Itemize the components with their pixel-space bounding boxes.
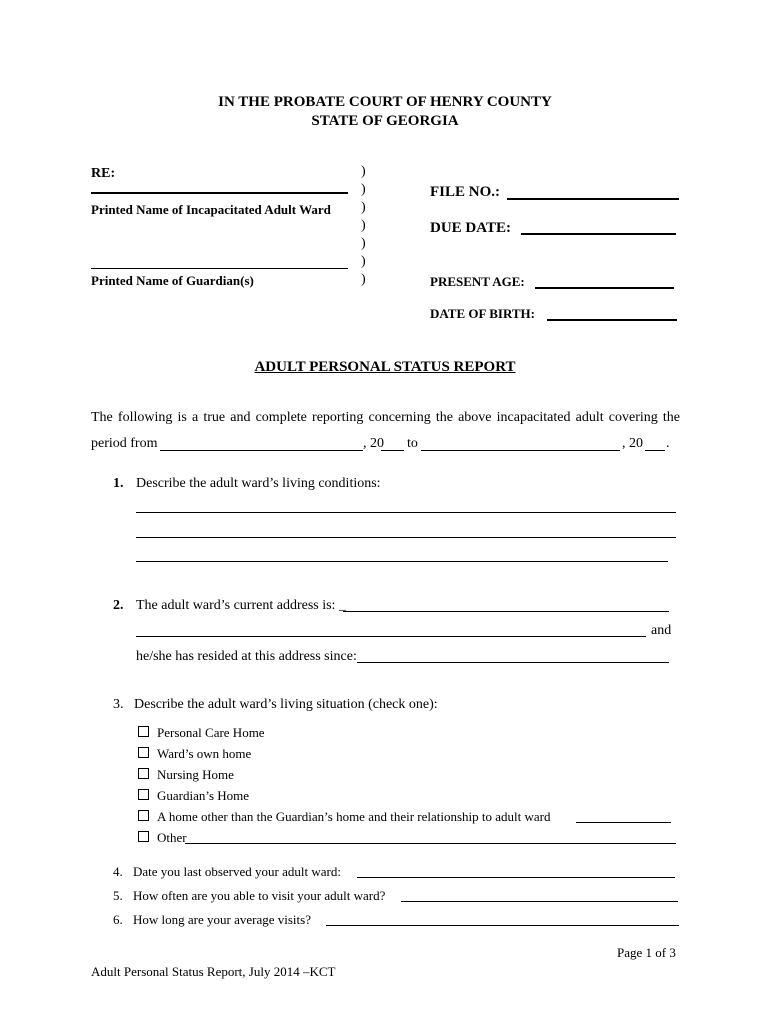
checkbox[interactable] — [138, 726, 149, 737]
caption-paren: ) — [361, 182, 366, 197]
other-field[interactable] — [185, 843, 676, 844]
present-age-field[interactable] — [535, 287, 674, 289]
other-home-relationship-field[interactable] — [576, 822, 671, 823]
q5-number: 5. — [113, 888, 123, 903]
checkbox[interactable] — [138, 831, 149, 842]
checkbox[interactable] — [138, 747, 149, 758]
period-year-prefix: , 20 — [363, 436, 384, 451]
due-date-label: DUE DATE: — [430, 220, 511, 236]
re-label: RE: — [91, 166, 116, 181]
q2-number: 2. — [113, 598, 124, 613]
option-nursing-home[interactable] — [138, 767, 234, 783]
checkbox[interactable] — [138, 789, 149, 800]
q1-number: 1. — [113, 476, 124, 491]
period-from-label: period from — [91, 436, 158, 451]
q2-since-label: he/she has resided at this address since: — [136, 649, 357, 664]
period-to-label: to — [407, 436, 418, 451]
dob-label: DATE OF BIRTH: — [430, 306, 535, 321]
q3-number: 3. — [113, 697, 124, 712]
caption-paren: ) — [361, 236, 366, 251]
caption-paren: ) — [361, 218, 366, 233]
state-heading: STATE OF GEORGIA — [311, 113, 459, 129]
guardian-name-label: Printed Name of Guardian(s) — [91, 273, 254, 288]
form-footer: Adult Personal Status Report, July 2014 –KCT — [91, 964, 336, 979]
due-date-field[interactable] — [521, 233, 676, 235]
period-to-year-field[interactable] — [645, 450, 665, 451]
option-label: A home other than the Guardian’s home and their relationship to adult ward — [157, 809, 551, 824]
q6-text: How long are your average visits? — [133, 912, 311, 927]
option-label: Other — [157, 830, 187, 845]
q1-answer-line[interactable] — [136, 561, 668, 562]
option-label: Personal Care Home — [157, 725, 265, 740]
q1-answer-line[interactable] — [136, 512, 676, 513]
q1-text: Describe the adult ward’s living conditions: — [136, 476, 381, 491]
report-title: ADULT PERSONAL STATUS REPORT — [254, 359, 516, 375]
intro-text: The following is a true and complete reporting concerning the above incapacitated adult covering the — [91, 410, 680, 425]
q5-text: How often are you able to visit your adult ward? — [133, 888, 386, 903]
q4-text: Date you last observed your adult ward: — [133, 864, 341, 879]
q2-address-field[interactable] — [343, 611, 669, 612]
checkbox[interactable] — [138, 768, 149, 779]
ward-name-line[interactable] — [91, 192, 348, 194]
q3-text: Describe the adult ward’s living situation (check one): — [134, 697, 438, 712]
present-age-label: PRESENT AGE: — [430, 274, 525, 289]
option-label: Guardian’s Home — [157, 788, 250, 803]
guardian-name-line[interactable] — [91, 268, 348, 269]
option-label: Nursing Home — [157, 767, 234, 782]
option-other-home[interactable] — [138, 809, 551, 825]
checkbox[interactable] — [138, 810, 149, 821]
caption-paren: ) — [361, 272, 366, 287]
court-heading: IN THE PROBATE COURT OF HENRY COUNTY — [218, 94, 552, 110]
option-other[interactable] — [138, 830, 187, 846]
page-number: Page 1 of 3 — [617, 945, 676, 960]
q1-answer-line[interactable] — [136, 537, 676, 538]
q4-number: 4. — [113, 864, 123, 879]
period-to-field[interactable] — [421, 450, 620, 451]
q2-and: and — [651, 623, 672, 638]
ward-name-label: Printed Name of Incapacitated Adult Ward — [91, 202, 331, 217]
caption-paren: ) — [361, 254, 366, 269]
period-year-prefix-2: , 20 — [622, 436, 643, 451]
q2-since-field[interactable] — [357, 662, 669, 663]
q6-field[interactable] — [326, 925, 679, 926]
q6-number: 6. — [113, 912, 123, 927]
option-guardians-home[interactable] — [138, 788, 249, 804]
q2-text: The adult ward’s current address is: _ — [136, 598, 346, 613]
option-label: Ward’s own home — [157, 746, 252, 761]
option-personal-care-home[interactable] — [138, 725, 265, 741]
caption-paren: ) — [361, 200, 366, 215]
file-no-label: FILE NO.: — [430, 184, 501, 200]
period-from-field[interactable] — [160, 450, 363, 451]
q5-field[interactable] — [401, 901, 678, 902]
option-wards-own-home[interactable] — [138, 746, 251, 762]
dob-field[interactable] — [547, 319, 677, 321]
period-end: . — [666, 436, 670, 451]
caption-paren: ) — [361, 164, 366, 179]
q2-address-field-2[interactable] — [136, 636, 646, 637]
file-no-field[interactable] — [507, 198, 679, 200]
period-from-year-field[interactable] — [381, 450, 404, 451]
q4-field[interactable] — [357, 877, 675, 878]
